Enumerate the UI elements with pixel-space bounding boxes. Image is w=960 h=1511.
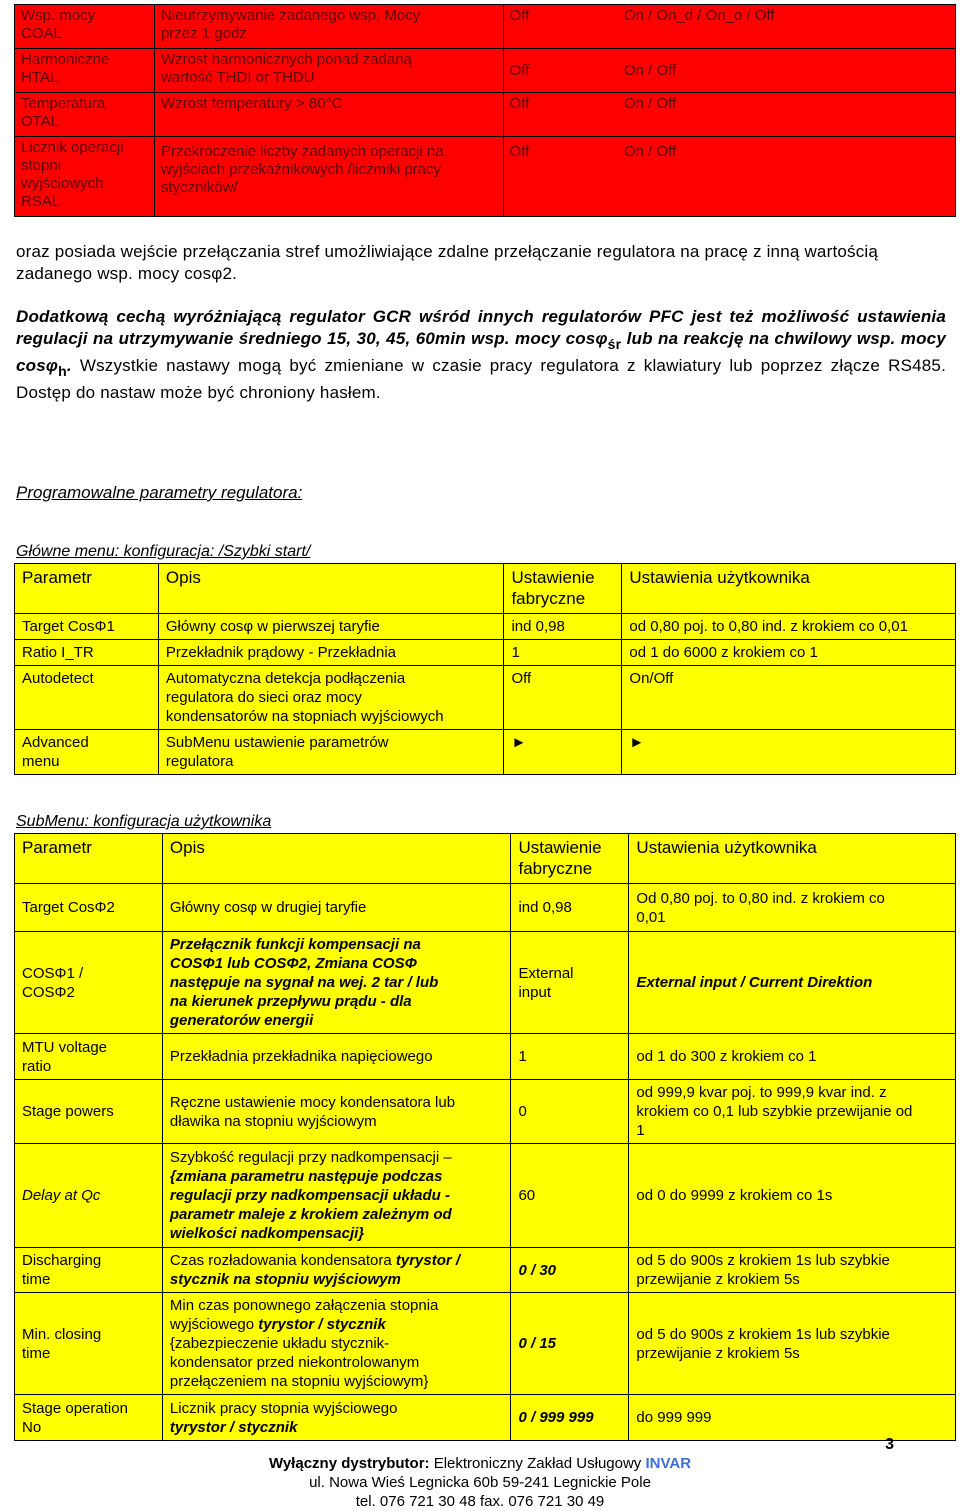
alarm-name: Temperatura OTAL xyxy=(15,93,155,137)
user-cell: od 1 do 300 z krokiem co 1 xyxy=(629,1034,956,1080)
factory-cell: 1 xyxy=(511,1034,629,1080)
desc-cell: Główny cosφ w pierwszej taryfie xyxy=(158,614,504,640)
table-row xyxy=(15,137,956,217)
table-row xyxy=(15,5,956,49)
bold-text: . xyxy=(66,356,72,375)
header-opis: Opis xyxy=(162,834,511,884)
factory-cell: 60 xyxy=(511,1144,629,1248)
param-cell: Discharging time xyxy=(15,1248,163,1293)
main-menu-table xyxy=(14,563,956,775)
desc-cell: Główny cosφ w drugiej taryfie xyxy=(162,884,511,932)
desc-cell xyxy=(162,1144,511,1248)
desc-tail: {zabezpieczenie układu stycznik- kondensator przed niekontrolowanym przełączeniem na stopniu wyjściowym} xyxy=(169,1335,429,1390)
alarm-name: Harmoniczne HTAL xyxy=(15,49,155,93)
param-cell: Target CosΦ2 xyxy=(15,884,163,932)
table-row xyxy=(15,730,956,775)
user-cell: Od 0,80 poj. to 0,80 ind. z krokiem co 0,01 xyxy=(629,884,956,932)
alarm-factory-setting: Off xyxy=(503,93,618,137)
table-row xyxy=(15,640,956,666)
user-cell: On/Off xyxy=(622,666,956,730)
factory-cell: 1 xyxy=(504,640,622,666)
desc-bold: tyrystor / stycznik na stopniu wyjściowym xyxy=(169,1252,461,1288)
alarm-factory-setting: Off xyxy=(503,49,618,93)
factory-cell: 0 / 30 xyxy=(511,1248,629,1293)
alarm-description: Przekroczenie liczby zadanych operacji na wyjściach przekaźnikowych /liczmiki pracy styczników/ xyxy=(154,137,503,217)
alarm-user-setting: On / Off xyxy=(618,93,956,137)
table-row xyxy=(15,884,956,932)
alarm-user-setting: On / Off xyxy=(618,137,956,217)
header-opis: Opis xyxy=(158,564,504,614)
param-cell: COSΦ1 / COSΦ2 xyxy=(15,932,163,1034)
user-cell: External input / Current Direktion xyxy=(629,932,956,1034)
desc-cell: Automatyczna detekcja podłączenia regulatora do sieci oraz mocy kondensatorów na stopniach wyjściowych xyxy=(158,666,504,730)
param-cell: Min. closing time xyxy=(15,1293,163,1395)
table-row xyxy=(15,1248,956,1293)
desc-cell xyxy=(162,1248,511,1293)
alarm-factory-setting: Off xyxy=(503,137,618,217)
table-row xyxy=(15,93,956,137)
user-cell: od 0 do 9999 z krokiem co 1s xyxy=(629,1144,956,1248)
desc-cell xyxy=(162,1395,511,1441)
submenu-title: SubMenu: konfiguracja użytkownika xyxy=(16,813,272,830)
table-row xyxy=(15,666,956,730)
param-cell: Target CosΦ1 xyxy=(15,614,159,640)
desc-cell: Ręczne ustawienie mocy kondensatora lub dławika na stopniu wyjściowym xyxy=(162,1080,511,1144)
factory-cell: ind 0,98 xyxy=(504,614,622,640)
user-cell: do 999 999 xyxy=(629,1395,956,1441)
factory-cell: ind 0,98 xyxy=(511,884,629,932)
param-cell: Stage operation No xyxy=(15,1395,163,1441)
desc-bold: {zmiana parametru następuje podczas regulacji przy nadkompensacji układu - parametr maleje z krokiem zależnym od wielkości nadkompensacji} xyxy=(169,1168,452,1242)
desc-normal: Czas rozładowania kondensatora xyxy=(169,1252,396,1269)
desc-cell: Przełącznik funkcji kompensacji na COSΦ1 lub COSΦ2, Zmiana COSΦ następuje na sygnał na wej. 2 tar / lub na kierunek przepływu prądu - dla generatorów energii xyxy=(162,932,511,1034)
header-parametr: Parametr xyxy=(15,834,163,884)
user-cell: od 5 do 900s z krokiem 1s lub szybkie przewijanie z krokiem 5s xyxy=(629,1293,956,1395)
subscript: h xyxy=(58,363,67,379)
paragraph-zone-switch: oraz posiada wejście przełączania stref umożliwiające zdalne przełączanie regulatora na pracę z inną wartością zadanego wsp. mocy cosφ2. xyxy=(16,242,879,283)
alarm-description: Nieutrzymywanie zadanego wsp. Mocy przez 1 godz xyxy=(154,5,503,49)
table-row xyxy=(15,1144,956,1248)
table-row xyxy=(15,932,956,1034)
subscript: śr xyxy=(607,336,622,352)
table-header-row xyxy=(15,834,956,884)
param-cell: Autodetect xyxy=(15,666,159,730)
desc-cell: Przekładnia przekładnika napięciowego xyxy=(162,1034,511,1080)
paragraph-features xyxy=(16,306,946,404)
factory-cell: Off xyxy=(504,666,622,730)
alarm-user-setting: On / On_d / On_o / Off xyxy=(618,5,956,49)
arrow-right-icon[interactable]: ► xyxy=(622,730,956,775)
main-menu-title: Główne menu: konfiguracja: /Szybki start/ xyxy=(16,543,311,560)
submenu-table xyxy=(14,833,956,1441)
footer-distributor xyxy=(0,1454,960,1473)
param-cell: Ratio I_TR xyxy=(15,640,159,666)
header-factory: Ustawienie fabryczne xyxy=(504,564,622,614)
desc-cell xyxy=(162,1293,511,1395)
bold-text: Dodatkową cechą wyróżniającą regulator GCR wśród innych regulatorów PFC jest też możliwość ustawienia regulacji na utrzymywanie średniego 15, 30, 45, 60min wsp. mocy cosφ xyxy=(16,307,946,348)
user-cell: od 5 do 900s z krokiem 1s lub szybkie przewijanie z krokiem 5s xyxy=(629,1248,956,1293)
table-header-row xyxy=(15,564,956,614)
page-number: 3 xyxy=(885,1436,894,1453)
table-row xyxy=(15,1080,956,1144)
table-row xyxy=(15,1034,956,1080)
alarm-factory-setting: Off xyxy=(503,5,618,49)
desc-normal: Szybkość regulacji przy nadkompensacji – xyxy=(169,1149,452,1166)
table-row xyxy=(15,614,956,640)
factory-cell: 0 / 999 999 xyxy=(511,1395,629,1441)
header-factory: Ustawienie fabryczne xyxy=(511,834,629,884)
desc-cell: Przekładnik prądowy - Przekładnia xyxy=(158,640,504,666)
normal-text: Wszystkie nastawy mogą być zmieniane w czasie pracy regulatora z klawiatury lub poprzez złącze RS485. Dostęp do nastaw może być chroniony hasłem. xyxy=(16,356,946,402)
factory-cell: 0 / 15 xyxy=(511,1293,629,1395)
user-cell: od 1 do 6000 z krokiem co 1 xyxy=(622,640,956,666)
section-title: Programowalne parametry regulatora: xyxy=(16,483,303,502)
factory-cell: External input xyxy=(511,932,629,1034)
user-cell: od 0,80 poj. to 0,80 ind. z krokiem co 0,01 xyxy=(622,614,956,640)
footer-label: Wyłączny dystrybutor: xyxy=(268,1455,430,1472)
footer-company: Elektroniczny Zakład Usługowy xyxy=(429,1455,646,1472)
alarm-name: Wsp. mocy COAL xyxy=(15,5,155,49)
user-cell: od 999,9 kvar poj. to 999,9 kvar ind. z krokiem co 0,1 lub szybkie przewijanie od 1 xyxy=(629,1080,956,1144)
footer-brand: INVAR xyxy=(645,1455,692,1472)
alarm-description: Wzrost temperatury > 80°C xyxy=(154,93,503,137)
param-cell: Advanced menu xyxy=(15,730,159,775)
table-row xyxy=(15,49,956,93)
arrow-right-icon[interactable]: ► xyxy=(504,730,622,775)
desc-bold: tyrystor / stycznik xyxy=(258,1316,386,1333)
alarm-user-setting: On / Off xyxy=(618,49,956,93)
factory-cell: 0 xyxy=(511,1080,629,1144)
param-cell: Stage powers xyxy=(15,1080,163,1144)
bold-text: lub na reakcję na chwilowy wsp. mocy cosφ xyxy=(16,329,946,375)
footer-address: ul. Nowa Wieś Legnicka 60b 59-241 Legnickie Pole xyxy=(309,1474,651,1491)
table-row xyxy=(15,1293,956,1395)
param-cell: MTU voltage ratio xyxy=(15,1034,163,1080)
header-parametr: Parametr xyxy=(15,564,159,614)
header-user: Ustawienia użytkownika xyxy=(629,834,956,884)
alarm-name: Licznik operacji stopni wyjściowych RSAL xyxy=(15,137,155,217)
param-cell: Delay at Qc xyxy=(15,1144,163,1248)
header-user: Ustawienia użytkownika xyxy=(622,564,956,614)
desc-normal: Licznik pracy stopnia wyjściowego xyxy=(169,1399,398,1417)
table-row xyxy=(15,1395,956,1441)
alarm-description: Wzrost harmonicznych ponad zadaną wartość THDI or THDU xyxy=(154,49,503,93)
desc-cell: SubMenu ustawienie parametrów regulatora xyxy=(158,730,504,775)
desc-normal: Min czas ponownego załączenia stopnia wyjściowego xyxy=(169,1297,439,1333)
alarm-table xyxy=(14,4,956,217)
footer-phone: tel. 076 721 30 48 fax. 076 721 30 49 xyxy=(355,1493,605,1510)
desc-bold: tyrystor / stycznik xyxy=(169,1418,298,1436)
